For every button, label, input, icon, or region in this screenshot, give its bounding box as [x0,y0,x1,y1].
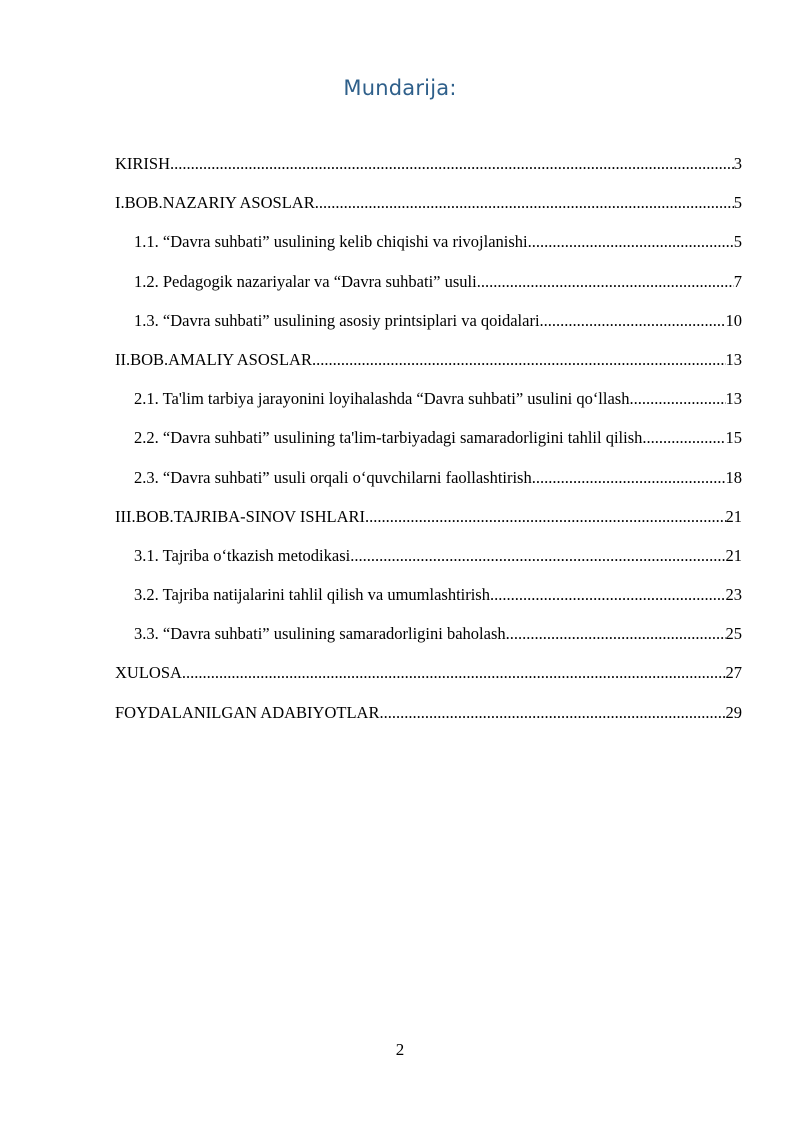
toc-entry-page: 3 [733,154,742,173]
toc-dot-leader [506,620,726,648]
toc-entry-page: 21 [725,506,742,526]
toc-entry-page: 25 [725,624,742,644]
toc-entry-xulosa[interactable] [115,659,742,698]
toc-entry-title: 1.2. Pedagogik nazariyalar va “Davra suhbati” usuli [134,271,477,291]
toc-entry-page: 10 [725,310,742,330]
toc-dot-leader [629,385,725,413]
toc-dot-leader [379,699,725,727]
toc-entry-section-3-2[interactable] [115,581,742,620]
toc-entry-page: 13 [725,389,742,409]
toc-entry-title: 3.3. “Davra suhbati” usulining samaradorligini baholash [134,624,506,644]
toc-entry-title: 3.1. Tajriba o‘tkazish metodikasi [134,545,351,565]
toc-heading: Mundarija: [343,76,457,100]
toc-entry-page: 21 [725,545,742,565]
toc-entry-section-3-1[interactable] [115,542,742,581]
toc-dot-leader [350,542,725,570]
toc-dot-leader [490,581,726,609]
toc-dot-leader [365,503,726,531]
toc-entry-title: 2.2. “Davra suhbati” usulining ta'lim-tarbiyadagi samaradorligini tahlil qilish [134,428,643,448]
toc-entry-title: I.BOB.NAZARIY ASOSLAR [115,193,315,213]
toc-entry-page: 7 [733,271,742,291]
toc-entry-section-2-1[interactable] [115,385,742,424]
toc-entry-title: 3.2. Tajriba natijalarini tahlil qilish va umumlashtirish [134,585,490,605]
toc-entry-page: 15 [725,428,742,448]
toc-entry-chapter-1[interactable] [115,189,742,228]
toc-entry-title: 1.1. “Davra suhbati” usulining kelib chiqishi va rivojlanishi [134,232,528,252]
toc-entry-title: KIRISH [115,154,171,173]
toc-dot-leader [312,346,726,374]
toc-entry-page: 18 [725,467,742,487]
toc-entry-title: 1.3. “Davra suhbati” usulining asosiy printsiplari va qoidalari [134,310,540,330]
toc-entry-title: III.BOB.TAJRIBA-SINOV ISHLARI [115,506,365,526]
toc-entry-chapter-3[interactable] [115,503,742,542]
toc-dot-leader [315,189,734,217]
toc-entry-title: XULOSA [115,663,182,683]
toc-dot-leader [642,424,725,452]
toc-entry-title: FOYDALANILGAN ADABIYOTLAR [115,702,380,722]
toc-dot-leader [182,659,726,687]
toc-entry-section-1-3[interactable] [115,307,742,346]
toc-entry-page: 5 [733,193,742,213]
toc-entry-title: II.BOB.AMALIY ASOSLAR [115,349,312,369]
toc-entry-page: 23 [725,585,742,605]
toc-entry-page: 5 [733,232,742,252]
toc-entry-title: 2.1. Ta'lim tarbiya jarayonini loyihalashda “Davra suhbati” usulini qo‘llash [134,389,630,409]
toc-entry-kirish[interactable] [115,150,742,189]
toc-dot-leader [528,228,734,256]
toc-entry-section-1-1[interactable] [115,228,742,267]
toc-entry-section-1-2[interactable] [115,268,742,307]
toc-dot-leader [532,464,726,492]
toc-entry-page: 13 [725,349,742,369]
toc-entry-section-3-3[interactable] [115,620,742,659]
toc-dot-leader [170,150,734,178]
toc-entry-title: 2.3. “Davra suhbati” usuli orqali o‘quvchilarni faollashtirish [134,467,532,487]
page-number: 2 [395,1040,405,1059]
table-of-contents [115,150,742,738]
toc-entry-chapter-2[interactable] [115,346,742,385]
toc-entry-section-2-3[interactable] [115,464,742,503]
toc-entry-section-2-2[interactable] [115,424,742,463]
toc-dot-leader [477,268,734,296]
toc-dot-leader [540,307,726,335]
toc-entry-references[interactable] [115,699,742,738]
toc-entry-page: 29 [725,702,742,722]
toc-entry-page: 27 [725,663,742,683]
